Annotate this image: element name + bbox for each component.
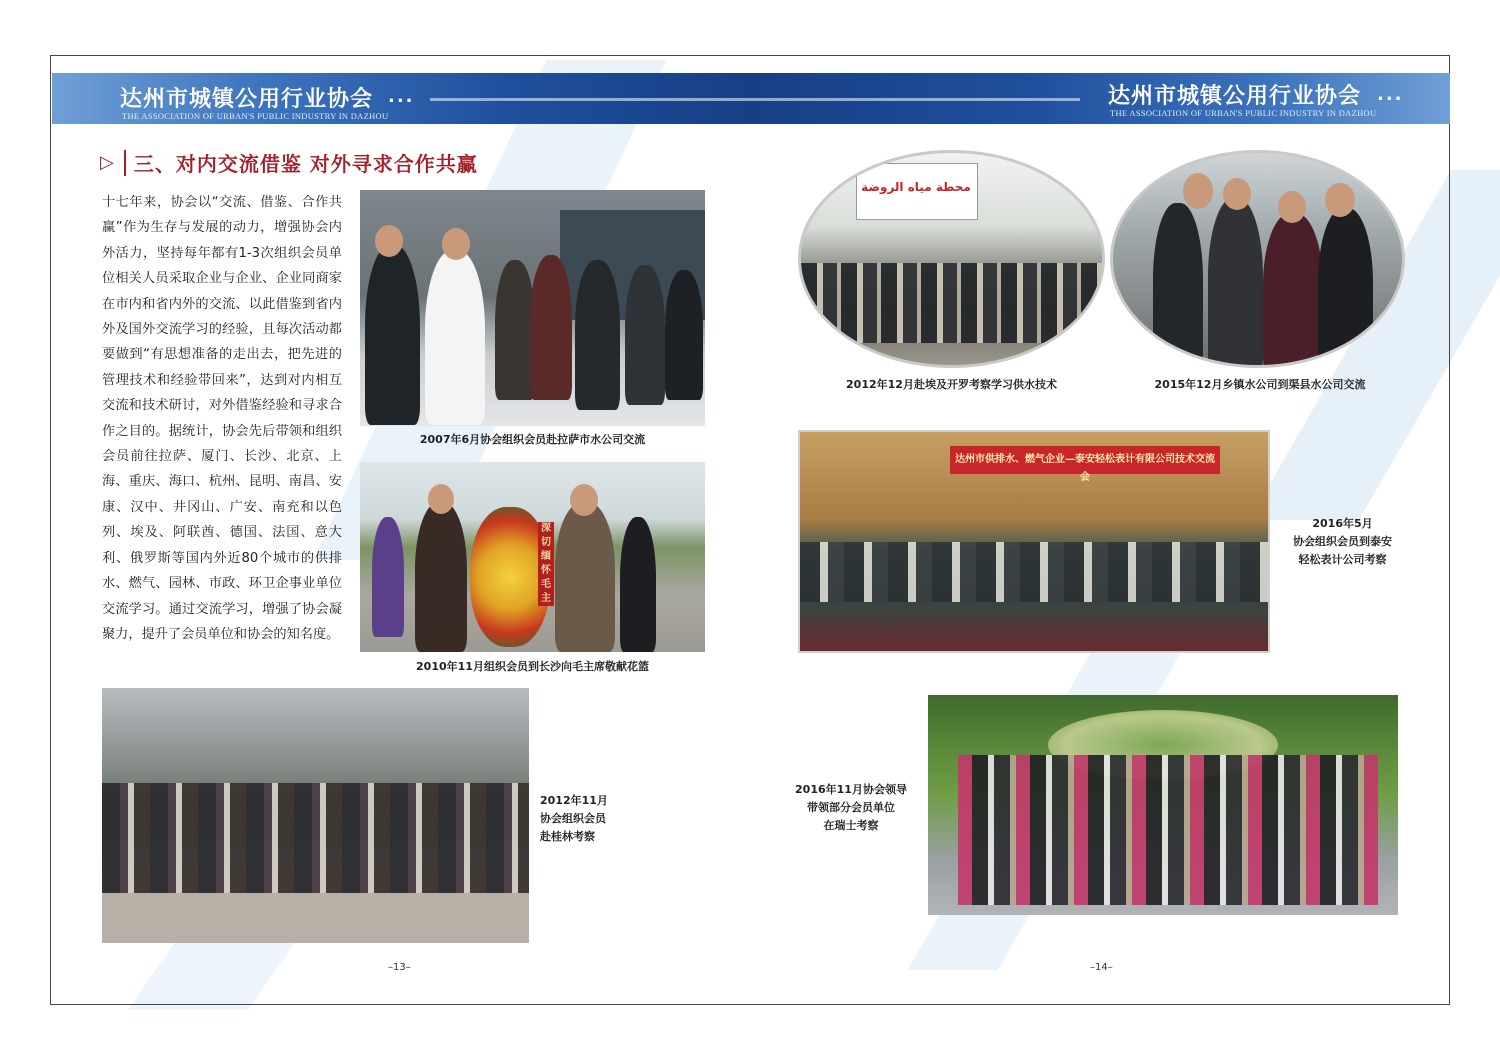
- page-number-right: –14–: [1090, 962, 1113, 973]
- photo-taian-meeting: [798, 430, 1270, 653]
- section-heading: [100, 148, 478, 177]
- page-number-left: –13–: [388, 962, 411, 973]
- caption-guilin-line: 2012年11月: [540, 794, 608, 807]
- caption-changsha: 2010年11月组织会员到长沙向毛主席敬献花篮: [416, 660, 649, 673]
- caption-guilin: [540, 792, 620, 846]
- caption-switzerland: [786, 781, 916, 835]
- section-title: 三、对内交流借鉴 对外寻求合作共赢: [133, 152, 478, 176]
- caption-taian-line: 轻松表计公司考察: [1298, 553, 1387, 566]
- caption-switzerland-line: 在瑞士考察: [823, 819, 879, 832]
- caption-switzerland-line: 2016年11月协会领导: [795, 783, 907, 796]
- arabic-sign: محطة مياه الروضة: [861, 180, 971, 194]
- caption-taian: [1280, 515, 1405, 569]
- photo-guilin-group: [102, 688, 529, 943]
- caption-taian-line: 2016年5月: [1312, 517, 1373, 530]
- header-subtitle-right: THE ASSOCIATION OF URBAN'S PUBLIC INDUSTRY IN DAZHOU: [1110, 108, 1377, 118]
- caption-guilin-line: 协会组织会员: [540, 812, 606, 825]
- header-title-left: 达州市城镇公用行业协会: [120, 86, 374, 112]
- photo-changsha-wreath: [360, 462, 705, 652]
- header-dots-left: ...: [388, 86, 415, 107]
- caption-switzerland-line: 带领部分会员单位: [807, 801, 895, 814]
- caption-lhasa: 2007年6月协会组织会员赴拉萨市水公司交流: [419, 433, 646, 446]
- header-title-right: 达州市城镇公用行业协会: [1108, 83, 1362, 109]
- caption-guilin-line: 赴桂林考察: [540, 830, 595, 843]
- photo-qu-county: [1110, 150, 1405, 368]
- heading-divider: [124, 150, 126, 176]
- arrow-icon: ▷: [100, 152, 114, 173]
- header-stripe: [430, 98, 1080, 101]
- header-dots-right: ...: [1377, 84, 1404, 105]
- header-subtitle-left: THE ASSOCIATION OF URBAN'S PUBLIC INDUSTRY IN DAZHOU: [122, 111, 389, 121]
- photo-switzerland-group: [928, 695, 1398, 915]
- wreath-ribbon: 深切缅怀毛主: [538, 522, 554, 606]
- photo-lhasa-visit: [360, 190, 705, 426]
- caption-taian-line: 协会组织会员到泰安: [1293, 535, 1392, 548]
- caption-egypt: 2012年12月赴埃及开罗考察学习供水技术: [846, 378, 1057, 391]
- meeting-banner: 达州市供排水、燃气企业—泰安轻松表计有限公司技术交流会: [955, 454, 1215, 483]
- body-paragraph: 十七年来，协会以“交流、借鉴、合作共赢”作为生存与发展的动力，增强协会内外活力，坚持每年都有1-3次组织会员单位相关人员采取企业与企业、企业同商家在市内和省内外的交流、以此借鉴到省内外及国外交流学习的经验，且每次活动都要做到“有思想准备的走出去，把先进的管理技术和经验带回来”，达到对内相互交流和技术研讨，对外借鉴经验和寻求合作之目的。据统计，协会先后带领和组织会员前往拉萨、厦门、长沙、北京、上海、重庆、海口、杭州、昆明、南昌、安康、汉中、井冈山、广安、南充和以色列、埃及、阿联酋、德国、法国、意大利、俄罗斯等国内外近80个城市的供排水、燃气、园林、市政、环卫企事业单位交流学习。通过交流学习，增强了协会凝聚力，提升了会员单位和协会的知名度。: [102, 195, 342, 642]
- photo-egypt-visit: [798, 150, 1105, 368]
- caption-qu-county: 2015年12月乡镇水公司到渠县水公司交流: [1154, 378, 1366, 391]
